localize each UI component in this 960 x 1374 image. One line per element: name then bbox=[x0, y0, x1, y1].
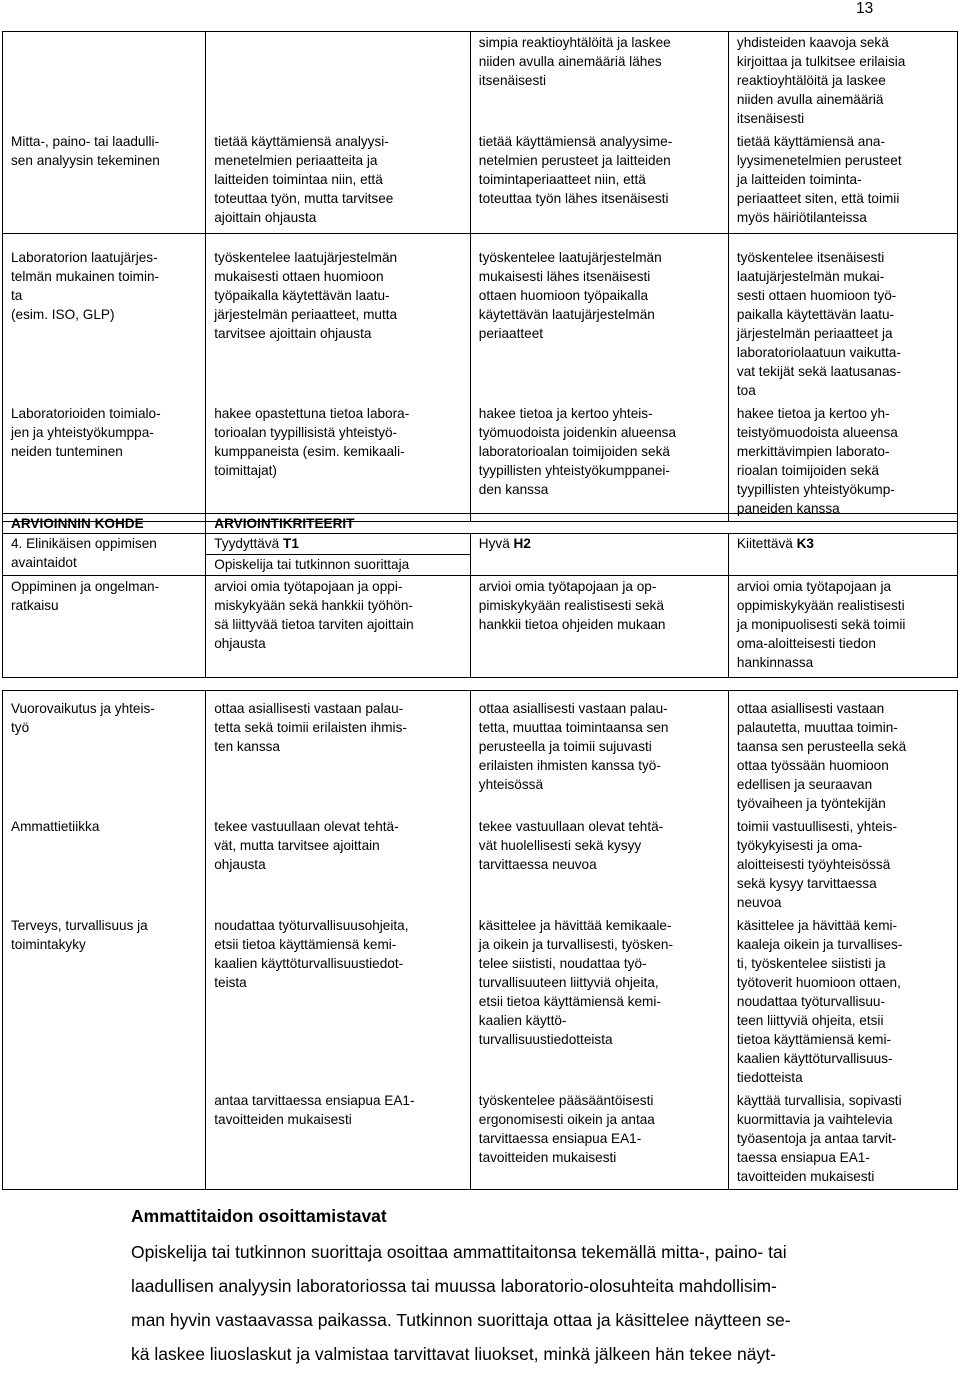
table-row bbox=[3, 691, 958, 817]
section-heading: Ammattitaidon osoittamistavat bbox=[131, 1206, 387, 1226]
table-cell: tietää käyttämiensä analyysime- netelmien perusteet ja laitteiden toimintaperiaatteet niin, että toteuttaa työn lähes itsenäisesti bbox=[470, 131, 728, 233]
paragraph-line: kä laskee liuoslaskut ja valmistaa tarvittavat liuokset, minkä jälkeen hän tekee näyt- bbox=[131, 1344, 776, 1364]
table-cell: yhdisteiden kaavoja sekä kirjoittaa ja tulkitsee erilaisia reaktioyhtälöitä ja laskee niiden avulla ainemääriä itsenäisesti bbox=[728, 32, 957, 132]
header-assessment-target: ARVIOINNIN KOHDE bbox=[3, 514, 206, 534]
grade-t1-label: Tyydyttävä bbox=[214, 536, 284, 551]
grade-h2-code: H2 bbox=[513, 536, 531, 551]
table-cell: arvioi omia työtapojaan ja op- pimiskykyään realistisesti sekä hankkii tietoa ohjeiden mukaan bbox=[470, 576, 728, 678]
table-cell: Mitta-, paino- tai laadulli- sen analyysin tekeminen bbox=[3, 131, 206, 233]
table-row bbox=[3, 1090, 958, 1190]
table-row bbox=[3, 32, 958, 132]
paragraph bbox=[131, 1235, 911, 1371]
section-title: 4. Elinikäisen oppimisen avaintaidot bbox=[3, 534, 206, 576]
table-cell: ottaa asiallisesti vastaan palau- tetta, muuttaa toimintaansa sen perusteella ja toimii sujuvasti erilaisten ihmisten kanssa työ- yhteisössä bbox=[470, 691, 728, 817]
table-cell: työskentelee laatujärjestelmän mukaisesti ottaen huomioon työpaikalla käytettävän laatu- järjestelmän periaatteet, mutta tarvitsee ajoittain ohjausta bbox=[206, 233, 471, 403]
table-cell: ottaa asiallisesti vastaan palau- tetta sekä toimii erilaisten ihmis- ten kanssa bbox=[206, 691, 471, 817]
table-cell: käyttää turvallisia, sopivasti kuormittavia ja vaihtelevia työasentoja ja antaa tarvit- taessa ensiapua EA1- tavoitteiden mukaisesti bbox=[728, 1090, 957, 1190]
table-row bbox=[3, 576, 958, 678]
paragraph-line: man hyvin vastaavassa paikassa. Tutkinnon suorittaja ottaa ja käsittelee näytteen se- bbox=[131, 1310, 791, 1330]
table-cell: hakee tietoa ja kertoo yhteis- työmuodoista joidenkin alueensa laboratorioalan toimijoiden sekä tyypillisten yhteistyökumppanei- den kanssa bbox=[470, 403, 728, 522]
page-number: 13 bbox=[856, 0, 874, 17]
table-cell: käsittelee ja hävittää kemikaale- ja oikein ja turvallisesti, työsken- telee siististi, noudattaa työ- turvallisuuteen liittyviä ohjeita, etsii tietoa käyttämiensä kemi- kaalien käyttö- turvallisuustiedotteista bbox=[470, 915, 728, 1090]
grade-k3-code: K3 bbox=[796, 536, 814, 551]
table-cell: tekee vastuullaan olevat tehtä- vät, mutta tarvitsee ajoittain ohjausta bbox=[206, 816, 471, 915]
table-cell: simpia reaktioyhtälöitä ja laskee niiden avulla ainemääriä lähes itsenäisesti bbox=[470, 32, 728, 132]
grade-h2-label: Hyvä bbox=[478, 536, 514, 551]
demonstration-methods-section bbox=[131, 1206, 911, 1371]
grade-row bbox=[3, 534, 958, 555]
table-cell: tietää käyttämiensä analyysi- menetelmien periaatteita ja laitteiden toimintaa niin, että toteuttaa työn, mutta tarvitsee ajoittain ohjausta bbox=[206, 131, 471, 233]
table-cell: Oppiminen ja ongelman- ratkaisu bbox=[3, 576, 206, 678]
table-cell: Terveys, turvallisuus ja toimintakyky bbox=[3, 915, 206, 1090]
table-row bbox=[3, 915, 958, 1090]
table-cell: ottaa asiallisesti vastaan palautetta, muuttaa toimin- taansa sen perusteella sekä ottaa työssään huomioon edellisen ja seuraavan työvaiheen ja työntekijän bbox=[728, 691, 957, 817]
table-cell: noudattaa työturvallisuusohjeita, etsii tietoa käyttämiensä kemi- kaalien käyttöturvallisuustiedot- teista bbox=[206, 915, 471, 1090]
table-cell: arvioi omia työtapojaan ja oppi- miskykyään sekä hankkii työhön- sä liittyvää tietoa tarviten ajoittain ohjausta bbox=[206, 576, 471, 678]
table-cell: Vuorovaikutus ja yhteis- työ bbox=[3, 691, 206, 817]
table-cell: työskentelee itsenäisesti laatujärjestelmän mukai- sesti ottaen huomioon työ- paikalla käytettävän laatu- järjestelmän periaatteet ja laboratoriolaatuun vaikutta- vat tekijät sekä laatusanas- toa bbox=[728, 233, 957, 403]
table-row bbox=[3, 233, 958, 403]
table-cell: Laboratorion laatujärjes- telmän mukainen toimin- ta (esim. ISO, GLP) bbox=[3, 233, 206, 403]
subject-label: Opiskelija tai tutkinnon suorittaja bbox=[206, 555, 471, 576]
table-cell: hakee opastettuna tietoa labora- torioalan tyypillisistä yhteistyö- kumppaneista (esim. kemikaali- toimittajat) bbox=[206, 403, 471, 522]
table-header-row bbox=[3, 514, 958, 534]
table-cell: työskentelee pääsääntöisesti ergonomisesti oikein ja antaa tarvittaessa ensiapua EA1- tavoitteiden mukaisesti bbox=[470, 1090, 728, 1190]
table-cell bbox=[3, 32, 206, 132]
grade-t1 bbox=[206, 534, 471, 555]
table-cell bbox=[206, 32, 471, 132]
criteria-table-lifelong bbox=[2, 513, 958, 678]
grade-h2 bbox=[470, 534, 728, 576]
table-cell: tekee vastuullaan olevat tehtä- vät huolellisesti sekä kysyy tarvittaessa neuvoa bbox=[470, 816, 728, 915]
table-cell: Laboratorioiden toimialo- jen ja yhteistyökumppa- neiden tunteminen bbox=[3, 403, 206, 522]
grade-k3 bbox=[728, 534, 957, 576]
header-assessment-criteria: ARVIOINTIKRITEERIT bbox=[206, 514, 958, 534]
grade-k3-label: Kiitettävä bbox=[736, 536, 797, 551]
paragraph-line: Opiskelija tai tutkinnon suorittaja osoittaa ammattitaitonsa tekemällä mitta-, paino- tai bbox=[131, 1242, 787, 1262]
criteria-table-bottom bbox=[2, 690, 958, 1190]
grade-t1-code: T1 bbox=[283, 536, 299, 551]
table-cell: arvioi omia työtapojaan ja oppimiskykyään realistisesti ja monipuolisesti sekä toimii oma-aloitteisesti tiedon hankinnassa bbox=[728, 576, 957, 678]
table-cell: työskentelee laatujärjestelmän mukaisesti lähes itsenäisesti ottaen huomioon työpaikalla käytettävän laatujärjestelmän periaatteet bbox=[470, 233, 728, 403]
table-cell: Ammattietiikka bbox=[3, 816, 206, 915]
table-cell: tietää käyttämiensä ana- lyysimenetelmien perusteet ja laitteiden toiminta- periaatteet siten, että toimii myös häiriötilanteissa bbox=[728, 131, 957, 233]
table-cell bbox=[3, 1090, 206, 1190]
table-cell: hakee tietoa ja kertoo yh- teistyömuodoista alueensa merkittävimpien laborato- rioalan toimijoiden sekä tyypillisten yhteistyökump- paneiden kanssa bbox=[728, 403, 957, 522]
table-cell: antaa tarvittaessa ensiapua EA1- tavoitteiden mukaisesti bbox=[206, 1090, 471, 1190]
table-row bbox=[3, 403, 958, 522]
criteria-table-top bbox=[2, 31, 958, 522]
table-cell: käsittelee ja hävittää kemi- kaaleja oikein ja turvallises- ti, työskentelee siististi ja työtoverit huomioon ottaen, noudattaa työturvallisuu- teen liittyviä ohjeita, etsii tietoa käyttämiensä kemi- kaalien käyttöturvallisuus- tiedotteista bbox=[728, 915, 957, 1090]
table-row bbox=[3, 131, 958, 233]
table-row bbox=[3, 816, 958, 915]
table-cell: toimii vastuullisesti, yhteis- työkykyisesti ja oma- aloitteisesti työyhteisössä sekä kysyy tarvittaessa neuvoa bbox=[728, 816, 957, 915]
paragraph-line: laadullisen analyysin laboratoriossa tai muussa laboratorio-olosuhteita mahdollisim- bbox=[131, 1276, 777, 1296]
